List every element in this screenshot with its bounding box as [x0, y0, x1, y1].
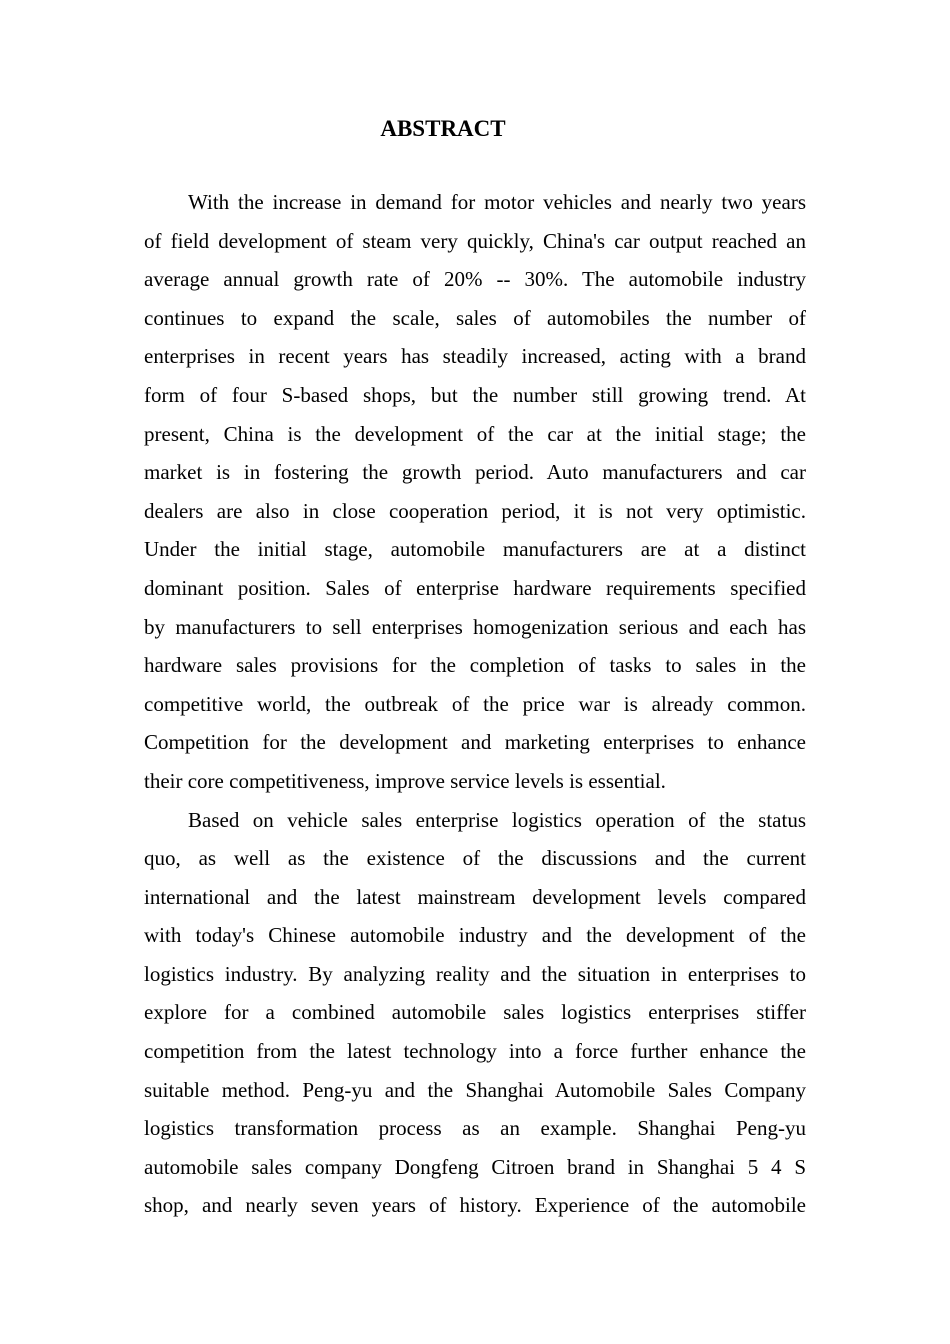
text-line: dealers are also in close cooperation period, it is not very optimistic. [144, 498, 806, 523]
text-line: Competition for the development and marketing enterprises to enhance [144, 730, 806, 755]
paragraph [144, 804, 806, 1229]
text-line: logistics transformation process as an example. Shanghai Peng-yu [144, 1116, 806, 1141]
text-line: competition from the latest technology into a force further enhance the [144, 1039, 806, 1064]
text-line: quo, as well as the existence of the discussions and the current [144, 846, 806, 871]
text-line: competitive world, the outbreak of the price war is already common. [144, 691, 806, 716]
text-line: automobile sales company Dongfeng Citroen brand in Shanghai 5 4 S [144, 1154, 806, 1179]
text-line: their core competitiveness, improve service levels is essential. [144, 768, 666, 793]
text-line: market is in fostering the growth period. Auto manufacturers and car [144, 460, 806, 485]
text-line: form of four S-based shops, but the number still growing trend. At [144, 382, 806, 407]
text-line: continues to expand the scale, sales of automobiles the number of [144, 305, 806, 330]
text-line: explore for a combined automobile sales logistics enterprises stiffer [144, 1000, 806, 1025]
text-line: enterprises in recent years has steadily increased, acting with a brand [144, 344, 806, 369]
text-line: suitable method. Peng-yu and the Shanghai Automobile Sales Company [144, 1077, 806, 1102]
text-line: Under the initial stage, automobile manufacturers are at a distinct [144, 537, 806, 562]
abstract-heading: ABSTRACT [380, 116, 506, 141]
text-line: dominant position. Sales of enterprise hardware requirements specified [144, 575, 806, 600]
abstract-body [144, 186, 806, 1228]
text-line: logistics industry. By analyzing reality and the situation in enterprises to [144, 961, 806, 986]
paragraph [144, 186, 806, 804]
text-line: present, China is the development of the car at the initial stage; the [144, 421, 806, 446]
text-line: average annual growth rate of 20% -- 30%. The automobile industry [144, 267, 806, 292]
text-line: shop, and nearly seven years of history. Experience of the automobile [144, 1193, 806, 1218]
text-line: of field development of steam very quickly, China's car output reached an [144, 228, 806, 253]
text-line: Based on vehicle sales enterprise logistics operation of the status [188, 807, 806, 832]
text-line: hardware sales provisions for the completion of tasks to sales in the [144, 653, 806, 678]
text-line: by manufacturers to sell enterprises homogenization serious and each has [144, 614, 806, 639]
text-line: international and the latest mainstream development levels compared [144, 884, 806, 909]
text-line: with today's Chinese automobile industry and the development of the [144, 923, 806, 948]
text-line: With the increase in demand for motor vehicles and nearly two years [188, 190, 806, 214]
